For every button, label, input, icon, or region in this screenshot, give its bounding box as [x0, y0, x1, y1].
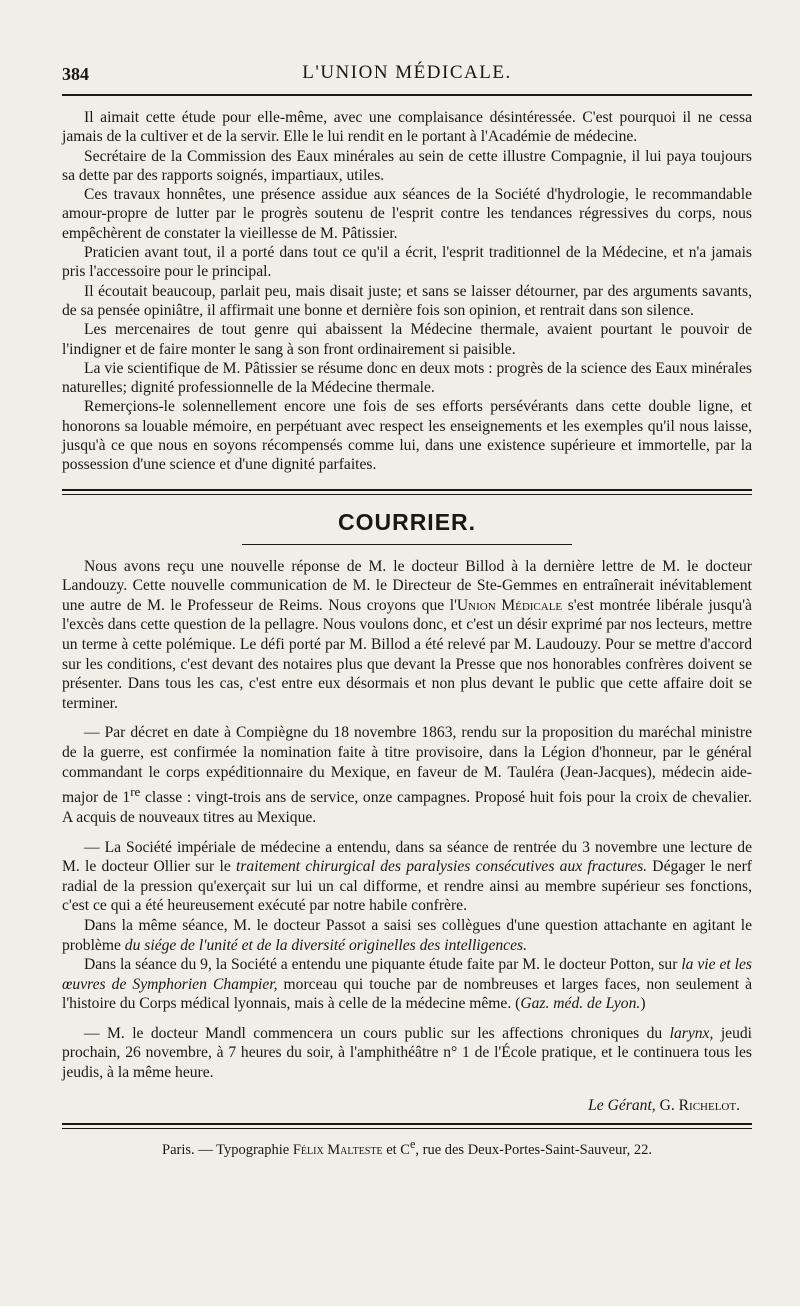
courrier-paragraph: Dans la séance du 9, la Société a entendu une piquante étude faite par M. le docteur Potton, sur la vie et les œuvres de Symphorien Champier, morceau qui touche par de nombreuses et larges faces, non seulement à l'histoire du Corps médical lyonnais, mais à celle de la médecine même. (Gaz. méd. de Lyon.)	[62, 956, 753, 1013]
section-title: COURRIER.	[337, 508, 477, 535]
paragraph: Il aimait cette étude pour elle-même, avec une complaisance désintéressée. C'est pourquoi il ne cessa jamais de la cultiver et de la servir. Elle le lui rendit en le portant à l'Académie de médecine.	[62, 109, 752, 146]
section-separator	[62, 489, 752, 495]
paragraph: Remerçions-le solennellement encore une fois de ses efforts persévérants dans cette double ligne, et honorons sa louable mémoire, en perpétuant avec respect les enseignements et les exemples qu'il nous laisse, jusqu'à ce que nous en soyons récompensés comme lui, dans une existence supérieure et immortelle, par la possession d'une science et d'une dignité parfaites.	[62, 398, 752, 474]
gerant-signature: Le Gérant, G. Richelot.	[588, 1096, 740, 1114]
courrier-paragraph: — M. le docteur Mandl commencera un cours public sur les affections chroniques du larynx, jeudi prochain, 26 novembre, à 7 heures du soir, à l'amphithéâtre n° 1 de l'École pratique, et le continuera tous les jeudis, à la même heure.	[62, 1024, 752, 1082]
page-header	[62, 56, 752, 92]
header-rule	[62, 94, 752, 96]
paragraph: Il écoutait beaucoup, parlait peu, mais disait juste; et sans se laisser détourner, par des arguments savants, de sa pensée opiniâtre, il affirmait une bonne et dernière fois son opinion, et rentrait dans son silence.	[62, 282, 752, 319]
courrier-section	[62, 557, 752, 1083]
paragraph: Praticien avant tout, il a porté dans tout ce qu'il a écrit, l'esprit traditionnel de la Médecine, et n'a jamais pris l'accessoire pour le principal.	[62, 244, 752, 281]
courrier-paragraph: — Par décret en date à Compiègne du 18 novembre 1863, rendu sur la proposition du maréchal ministre de la guerre, est confirmée la nomination faite à titre provisoire, dans la Légion d'honneur, par le général commandant le corps expéditionnaire du Mexique, en faveur de M. Tauléra (Jean-Jacques), médecin aide-major de 1re classe : vingt-trois ans de service, onze campagnes. Proposé huit fois pour la croix de chevalier. A acquis de nouveaux titres au Mexique.	[62, 724, 752, 826]
paragraph: Ces travaux honnêtes, une présence assidue aux séances de la Société d'hydrologie, le recommandable amour-propre de lutter par le progrès soutenu de l'esprit contre les tendances régressives du corps, nous empêchèrent de constater la vieillesse de M. Pâtissier.	[62, 186, 752, 242]
obituary-text	[62, 108, 752, 475]
running-title: L'UNION MÉDICALE.	[302, 62, 512, 83]
paragraph: La vie scientifique de M. Pâtissier se résume donc en deux mots : progrès de la science des Eaux minérales naturelles; dignité professionnelle de la Médecine thermale.	[62, 359, 752, 397]
page-number: 384	[62, 64, 89, 84]
courrier-paragraph: Nous avons reçu une nouvelle réponse de M. le docteur Billod à la dernière lettre de M. le docteur Landouzy. Cette nouvelle communication de M. le Directeur de Ste-Gemmes en entraînerait inévitablement une autre de M. le Professeur de Reims. Nous croyons que l'Union Médicale s'est montrée libérale jusqu'à l'excès dans cette question de la pellagre. Nous voulons donc, et c'est un désir exprimé par nos lecteurs, mettre un terme à cette polémique. Le défi porté par M. Billod a été relevé par M. Laudouzy. Pour se mettre d'accord sur les conditions, c'est devant des notaires plus que devant la Presse que nos honorables confrères doivent se présenter. Dans tous les cas, c'est entre eux désormais et non plus devant le public que cette affaire doit se terminer.	[62, 557, 752, 712]
courrier-paragraph: — La Société impériale de médecine a entendu, dans sa séance de rentrée du 3 novembre une lecture de M. le docteur Ollier sur le traitement chirurgical des paralysies consécutives aux fractures. Dégager le nerf radial de la pression qu'exerçait sur lui un cal difforme, et rendre ainsi au membre supérieur ses fonctions, c'est ce qui a été heureusement exécuté par notre habile confrère.	[62, 838, 752, 915]
paragraph: Secrétaire de la Commission des Eaux minérales au sein de cette illustre Compagnie, il lui paya toujours sa dette par des rapports soignés, impartiaux, utiles.	[62, 147, 752, 184]
paragraph: Les mercenaires de tout genre qui abaissent la Médecine thermale, avaient pourtant le pouvoir de l'indigner et de faire monter le sang à son front ordinairement si paisible.	[62, 321, 752, 358]
imprint-line: Paris. — Typographie Félix Malteste et Ce, rue des Deux-Portes-Saint-Sauveur, 22.	[162, 1136, 652, 1158]
page	[62, 56, 752, 1159]
courrier-paragraph: Dans la même séance, M. le docteur Passot a saisi ses collègues d'une question attachante en agitant le problème du siége de l'unité et de la diversité originelles des intelligences.	[62, 916, 752, 954]
title-rule	[242, 544, 572, 545]
footer-rule-thin	[62, 1128, 752, 1129]
footer-rule	[62, 1123, 752, 1125]
